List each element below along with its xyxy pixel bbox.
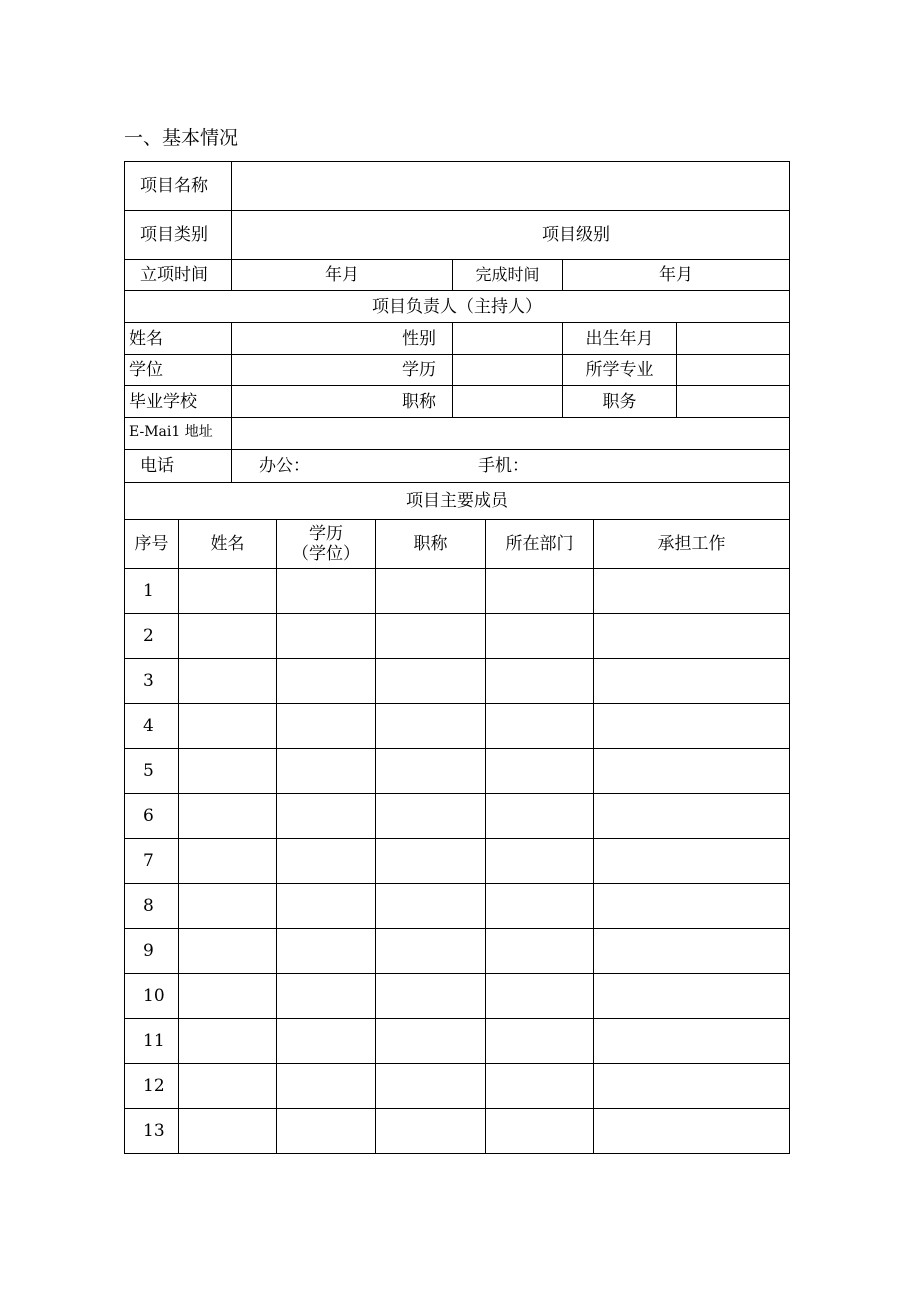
- leader-position-field[interactable]: [677, 386, 790, 418]
- project-info-table: [124, 161, 790, 520]
- member-name-cell[interactable]: [179, 749, 277, 794]
- member-no: 11: [125, 1019, 179, 1064]
- leader-section-label: 项目负责人（主持人）: [125, 291, 790, 323]
- member-work-cell[interactable]: [594, 749, 790, 794]
- leader-email-field[interactable]: [232, 418, 790, 450]
- member-no: 5: [125, 749, 179, 794]
- member-no: 10: [125, 974, 179, 1019]
- member-title-cell[interactable]: [376, 929, 486, 974]
- section-title: 一、基本情况: [124, 127, 239, 149]
- member-education-cell[interactable]: [277, 1109, 376, 1154]
- finish-date-label: 完成时间: [453, 260, 563, 291]
- member-work-cell[interactable]: [594, 614, 790, 659]
- member-no: 2: [125, 614, 179, 659]
- leader-birth-field[interactable]: [677, 323, 790, 355]
- leader-title-field[interactable]: [453, 386, 563, 418]
- leader-degree-label: 学位: [125, 355, 232, 386]
- member-row: [125, 569, 790, 614]
- member-education-cell[interactable]: [277, 659, 376, 704]
- leader-major-label: 所学专业: [563, 355, 677, 386]
- member-row: [125, 884, 790, 929]
- header-education: [277, 520, 376, 569]
- leader-education-label[interactable]: 学历: [232, 355, 453, 386]
- member-row: [125, 1064, 790, 1109]
- header-work: 承担工作: [594, 520, 790, 569]
- member-department-cell[interactable]: [486, 974, 594, 1019]
- member-work-cell[interactable]: [594, 929, 790, 974]
- project-category-row: [125, 211, 790, 260]
- project-name-field[interactable]: [232, 162, 790, 211]
- member-name-cell[interactable]: [179, 614, 277, 659]
- member-department-cell[interactable]: [486, 569, 594, 614]
- member-education-cell[interactable]: [277, 1019, 376, 1064]
- member-department-cell[interactable]: [486, 884, 594, 929]
- member-title-cell[interactable]: [376, 659, 486, 704]
- member-education-cell[interactable]: [277, 704, 376, 749]
- member-department-cell[interactable]: [486, 1109, 594, 1154]
- member-education-cell[interactable]: [277, 569, 376, 614]
- members-header-row: [125, 520, 790, 569]
- leader-birth-label: 出生年月: [563, 323, 677, 355]
- leader-position-label: 职务: [563, 386, 677, 418]
- header-education-line2: （学位）: [292, 544, 360, 564]
- member-name-cell[interactable]: [179, 1109, 277, 1154]
- leader-phone-label: 电话: [125, 450, 232, 483]
- member-title-cell[interactable]: [376, 794, 486, 839]
- member-row: [125, 659, 790, 704]
- member-title-cell[interactable]: [376, 749, 486, 794]
- member-education-cell[interactable]: [277, 929, 376, 974]
- leader-education-field[interactable]: [453, 355, 563, 386]
- member-name-cell[interactable]: [179, 659, 277, 704]
- header-department: 所在部门: [486, 520, 594, 569]
- member-name-cell[interactable]: [179, 974, 277, 1019]
- member-name-cell[interactable]: [179, 794, 277, 839]
- member-work-cell[interactable]: [594, 704, 790, 749]
- member-work-cell[interactable]: [594, 1109, 790, 1154]
- member-title-cell[interactable]: [376, 1109, 486, 1154]
- member-no: 1: [125, 569, 179, 614]
- member-row: [125, 1019, 790, 1064]
- member-title-cell[interactable]: [376, 569, 486, 614]
- leader-email-row: [125, 418, 790, 450]
- member-title-cell[interactable]: [376, 974, 486, 1019]
- member-education-cell[interactable]: [277, 839, 376, 884]
- members-section-row: [125, 483, 790, 520]
- member-no: 9: [125, 929, 179, 974]
- header-title: 职称: [376, 520, 486, 569]
- leader-section-row: [125, 291, 790, 323]
- member-no: 3: [125, 659, 179, 704]
- member-department-cell[interactable]: [486, 929, 594, 974]
- member-department-cell[interactable]: [486, 659, 594, 704]
- member-name-cell[interactable]: [179, 1019, 277, 1064]
- member-row: [125, 614, 790, 659]
- member-name-cell[interactable]: [179, 1064, 277, 1109]
- member-row: [125, 749, 790, 794]
- member-no: 4: [125, 704, 179, 749]
- member-row: [125, 839, 790, 884]
- member-row: [125, 1109, 790, 1154]
- member-work-cell[interactable]: [594, 659, 790, 704]
- leader-phone-row: [125, 450, 790, 483]
- member-department-cell[interactable]: [486, 1019, 594, 1064]
- member-department-cell[interactable]: [486, 704, 594, 749]
- member-name-cell[interactable]: [179, 704, 277, 749]
- member-row: [125, 974, 790, 1019]
- member-work-cell[interactable]: [594, 839, 790, 884]
- member-row: [125, 794, 790, 839]
- leader-email-label: E-Mai1 地址: [125, 418, 232, 450]
- leader-gender-label[interactable]: 性别: [232, 323, 453, 355]
- member-title-cell[interactable]: [376, 614, 486, 659]
- member-work-cell[interactable]: [594, 1019, 790, 1064]
- member-title-cell[interactable]: [376, 839, 486, 884]
- project-level-label[interactable]: 项目级别: [232, 211, 790, 260]
- member-education-cell[interactable]: [277, 884, 376, 929]
- member-department-cell[interactable]: [486, 749, 594, 794]
- project-name-row: [125, 162, 790, 211]
- member-rows: [125, 569, 790, 1154]
- project-category-label: 项目类别: [125, 211, 232, 260]
- leader-gender-field[interactable]: [453, 323, 563, 355]
- header-education-line1: 学历: [309, 524, 343, 544]
- leader-title-label[interactable]: 职称: [232, 386, 453, 418]
- member-education-cell[interactable]: [277, 614, 376, 659]
- member-name-cell[interactable]: [179, 569, 277, 614]
- member-title-cell[interactable]: [376, 704, 486, 749]
- member-department-cell[interactable]: [486, 1064, 594, 1109]
- member-title-cell[interactable]: [376, 1019, 486, 1064]
- members-table: [124, 519, 790, 1154]
- member-no: 7: [125, 839, 179, 884]
- member-education-cell[interactable]: [277, 1064, 376, 1109]
- member-work-cell[interactable]: [594, 1064, 790, 1109]
- member-no: 8: [125, 884, 179, 929]
- start-date-field[interactable]: 年月: [232, 260, 453, 291]
- header-name: 姓名: [179, 520, 277, 569]
- leader-school-label: 毕业学校: [125, 386, 232, 418]
- member-name-cell[interactable]: [179, 884, 277, 929]
- member-department-cell[interactable]: [486, 839, 594, 884]
- leader-name-label: 姓名: [125, 323, 232, 355]
- member-education-cell[interactable]: [277, 974, 376, 1019]
- member-no: 6: [125, 794, 179, 839]
- member-work-cell[interactable]: [594, 884, 790, 929]
- members-section-label: 项目主要成员: [125, 483, 790, 520]
- member-education-cell[interactable]: [277, 794, 376, 839]
- member-no: 12: [125, 1064, 179, 1109]
- member-work-cell[interactable]: [594, 794, 790, 839]
- basic-info-form: [124, 161, 789, 1154]
- leader-school-row: [125, 386, 790, 418]
- office-phone-label: 办公：: [259, 456, 310, 476]
- member-name-cell[interactable]: [179, 929, 277, 974]
- leader-degree-row: [125, 355, 790, 386]
- leader-phone-field[interactable]: [232, 450, 790, 483]
- member-title-cell[interactable]: [376, 884, 486, 929]
- member-row: [125, 704, 790, 749]
- member-work-cell[interactable]: [594, 974, 790, 1019]
- header-no: 序号: [125, 520, 179, 569]
- member-no: 13: [125, 1109, 179, 1154]
- start-date-label: 立项时间: [125, 260, 232, 291]
- project-name-label: 项目名称: [125, 162, 232, 211]
- finish-date-field[interactable]: 年月: [563, 260, 790, 291]
- leader-name-row: [125, 323, 790, 355]
- member-work-cell[interactable]: [594, 569, 790, 614]
- member-department-cell[interactable]: [486, 614, 594, 659]
- project-dates-row: [125, 260, 790, 291]
- member-education-cell[interactable]: [277, 749, 376, 794]
- member-name-cell[interactable]: [179, 839, 277, 884]
- mobile-phone-label: 手机：: [478, 456, 529, 476]
- leader-major-field[interactable]: [677, 355, 790, 386]
- member-department-cell[interactable]: [486, 794, 594, 839]
- member-row: [125, 929, 790, 974]
- member-title-cell[interactable]: [376, 1064, 486, 1109]
